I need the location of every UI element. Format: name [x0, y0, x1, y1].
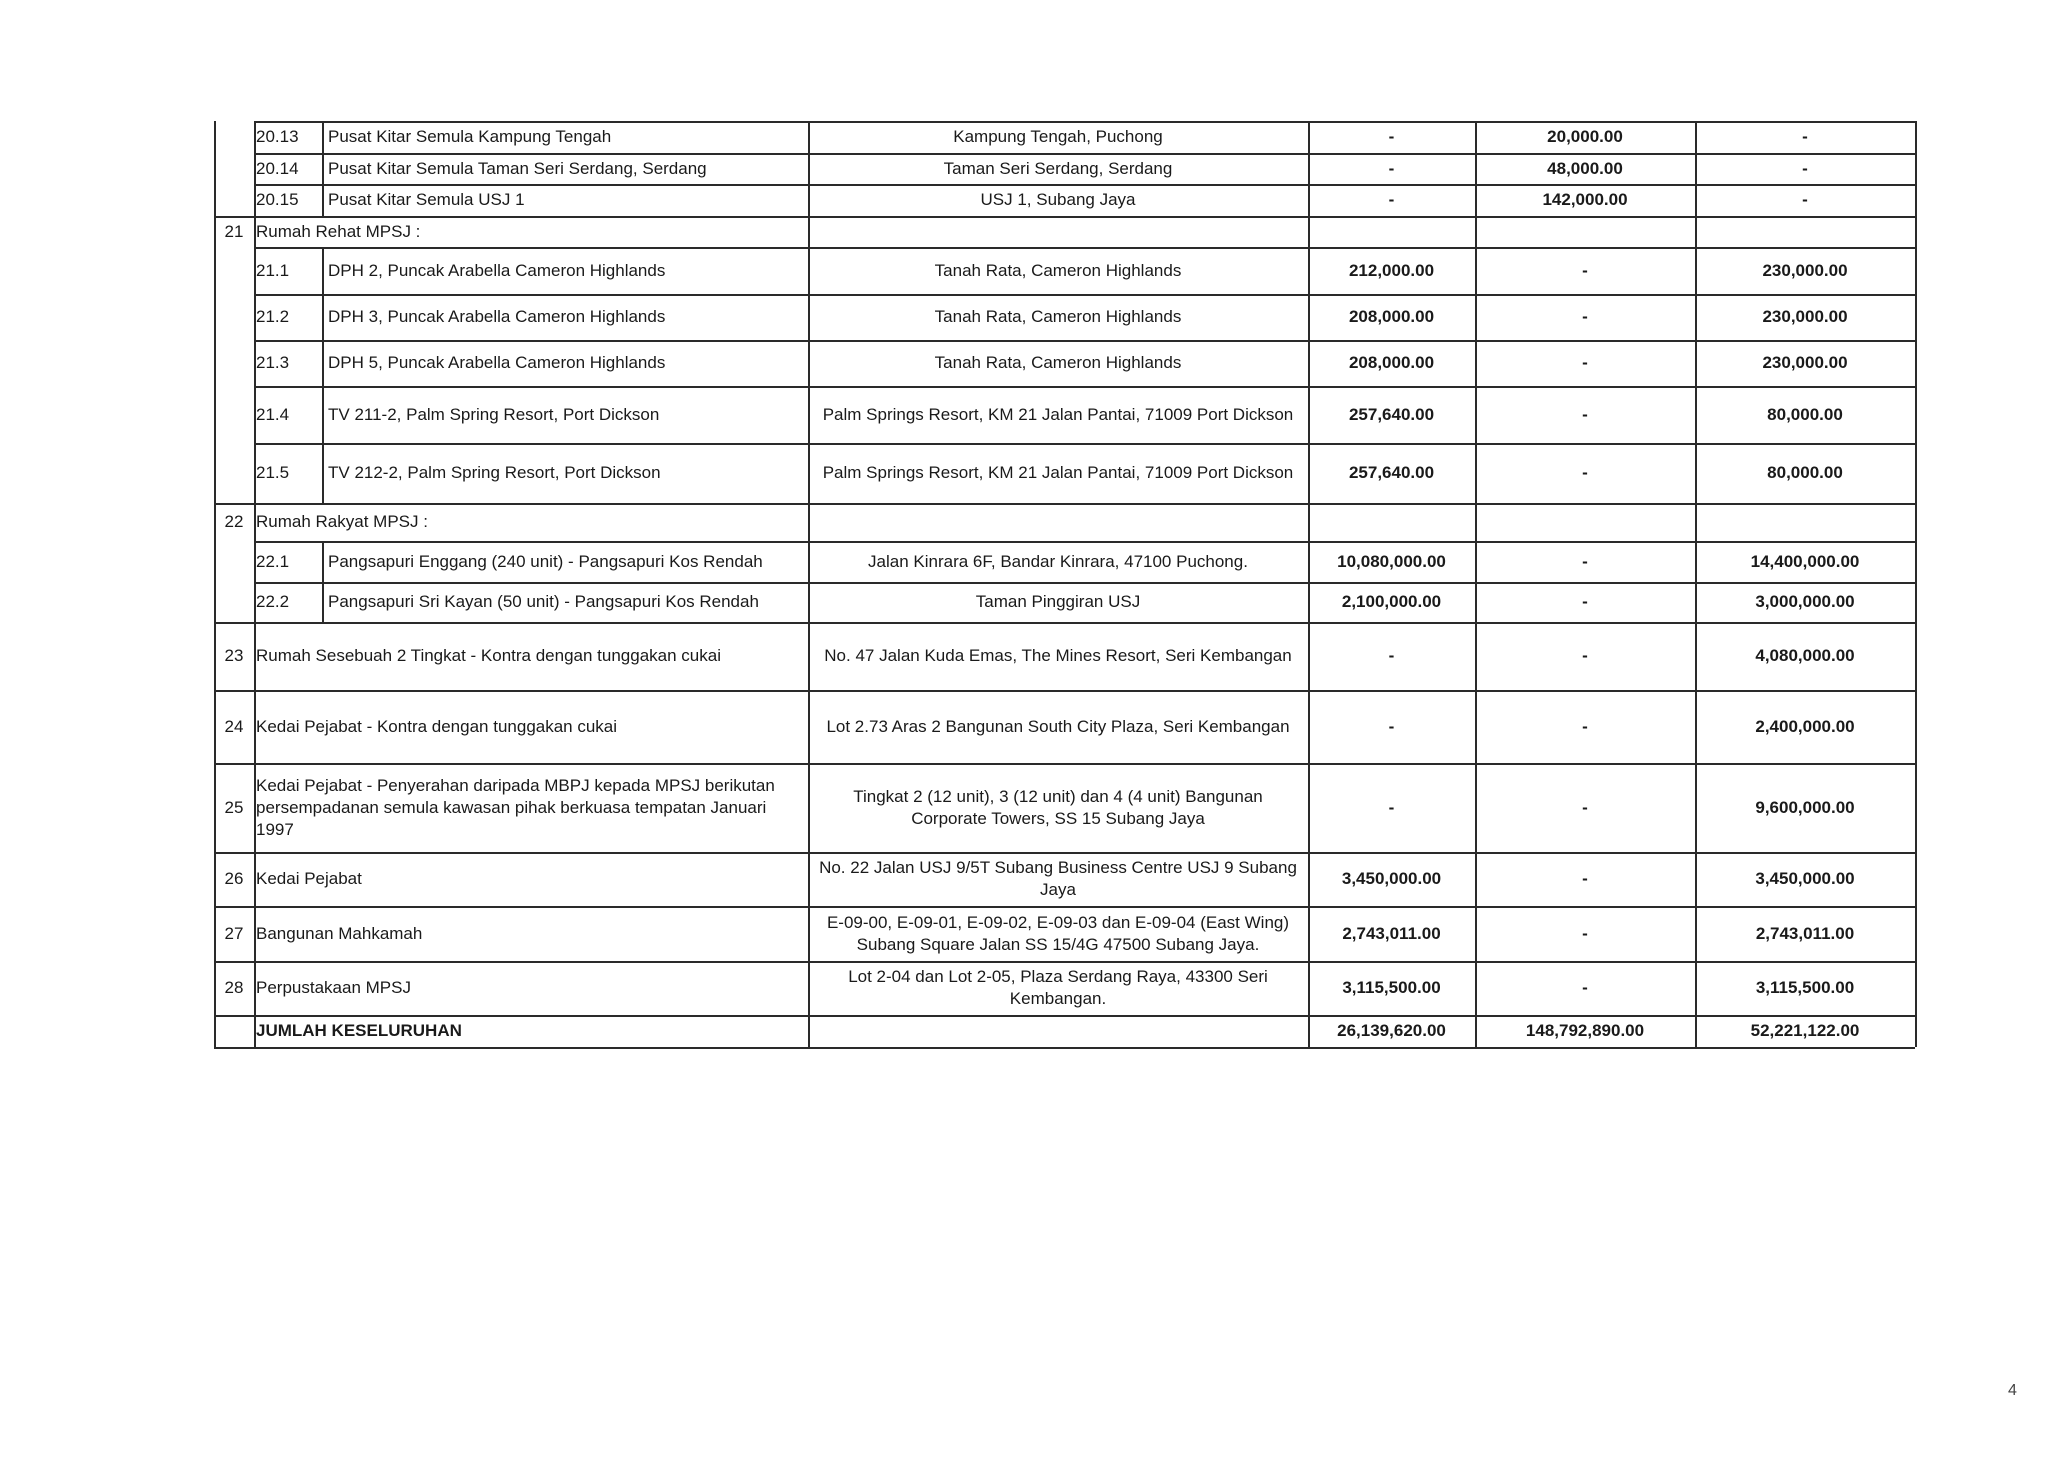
asset-name: Pusat Kitar Semula USJ 1 — [328, 190, 525, 209]
value-col-1: - — [1388, 190, 1395, 209]
table-rule — [1308, 690, 1310, 763]
value-col-1: 2,100,000.00 — [1341, 592, 1442, 611]
table-rule — [214, 153, 216, 184]
table-rule — [808, 852, 810, 906]
table-rule — [1915, 763, 1917, 852]
value-col-3: 230,000.00 — [1762, 353, 1848, 372]
table-rule — [322, 541, 324, 582]
table-rule — [1695, 961, 1697, 1015]
table-rule — [1308, 906, 1310, 961]
asset-location: Kampung Tengah, Puchong — [953, 127, 1163, 146]
table-rule — [1915, 906, 1917, 961]
table-rule — [1475, 340, 1477, 386]
table-rule — [1475, 443, 1477, 503]
asset-location: Tanah Rata, Cameron Highlands — [934, 307, 1182, 326]
asset-location: Taman Seri Serdang, Serdang — [943, 158, 1173, 178]
table-rule — [1695, 340, 1697, 386]
value-col-2 — [1481, 505, 1689, 539]
table-rule — [808, 503, 810, 541]
value-col-2: - — [1582, 797, 1588, 817]
table-rule — [1308, 184, 1310, 216]
table-rule — [1695, 216, 1697, 247]
table-rule — [214, 121, 216, 153]
table-rule — [1695, 763, 1697, 852]
table-rule — [808, 153, 810, 184]
table-rule — [1308, 503, 1310, 541]
value-col-1: - — [1388, 646, 1395, 665]
table-rule — [1915, 541, 1917, 582]
asset-name: TV 211-2, Palm Spring Resort, Port Dickson — [328, 404, 660, 424]
asset-name: Kedai Pejabat — [256, 869, 362, 888]
item-number: 26 — [224, 869, 244, 888]
table-rule — [214, 582, 216, 622]
table-rule — [1475, 852, 1477, 906]
table-rule — [322, 247, 324, 294]
table-rule — [1475, 906, 1477, 961]
table-rule — [1695, 690, 1697, 763]
table-rule — [1695, 294, 1697, 340]
table-rule — [1695, 582, 1697, 622]
value-col-1: 10,080,000.00 — [1337, 551, 1446, 571]
table-rule — [1915, 386, 1917, 443]
value-col-3: 80,000.00 — [1767, 463, 1843, 482]
table-rule — [808, 690, 810, 763]
table-rule — [1915, 216, 1917, 247]
item-number: 25 — [224, 797, 244, 817]
asset-location: Tanah Rata, Cameron Highlands — [934, 353, 1182, 372]
asset-location: Palm Springs Resort, KM 21 Jalan Pantai, 71009 Port Dickson — [822, 463, 1294, 482]
table-rule — [1475, 582, 1477, 622]
table-rule — [214, 443, 216, 503]
asset-name: Rumah Sesebuah 2 Tingkat - Kontra dengan tunggakan cukai — [256, 646, 721, 665]
value-col-2: - — [1582, 716, 1588, 736]
asset-location: E-09-00, E-09-01, E-09-02, E-09-03 dan E-09-04 (East Wing) Subang Square Jalan SS 15/4G 47500 Subang Jaya. — [826, 912, 1290, 954]
table-rule — [1915, 961, 1917, 1015]
table-rule — [1308, 443, 1310, 503]
value-col-2: - — [1582, 260, 1588, 280]
table-rule — [1308, 582, 1310, 622]
table-rule — [322, 294, 324, 340]
value-col-3: 2,400,000.00 — [1755, 716, 1855, 736]
value-col-2: - — [1582, 353, 1588, 372]
table-rule — [1308, 386, 1310, 443]
table-rule — [214, 294, 216, 340]
item-number: 28 — [224, 978, 244, 997]
sub-item-number: 21.5 — [256, 463, 290, 482]
table-rule — [1475, 216, 1477, 247]
table-rule — [808, 443, 810, 503]
asset-location: No. 47 Jalan Kuda Emas, The Mines Resort, Seri Kembangan — [824, 646, 1292, 665]
table-rule — [808, 582, 810, 622]
value-col-3 — [1701, 505, 1909, 539]
asset-location: Lot 2-04 dan Lot 2-05, Plaza Serdang Raya, 43300 Seri Kembangan. — [848, 967, 1268, 1008]
sub-item-number: 22.2 — [256, 592, 290, 611]
table-rule — [1475, 247, 1477, 294]
table-rule — [1308, 852, 1310, 906]
value-col-2: - — [1582, 923, 1588, 943]
table-rule — [1475, 153, 1477, 184]
asset-name: Pangsapuri Sri Kayan (50 unit) - Pangsapuri Kos Rendah — [328, 592, 759, 611]
sub-item-number: 20.13 — [256, 127, 299, 146]
table-rule — [808, 763, 810, 852]
asset-name: Bangunan Mahkamah — [256, 923, 423, 943]
value-col-1: 208,000.00 — [1348, 353, 1435, 372]
asset-name: Pangsapuri Enggang (240 unit) - Pangsapuri Kos Rendah — [328, 551, 763, 571]
table-rule — [214, 1047, 1915, 1049]
table-rule — [808, 340, 810, 386]
value-col-2: - — [1582, 646, 1588, 665]
table-rule — [1695, 622, 1697, 690]
table-rule — [322, 121, 324, 153]
asset-name: Pusat Kitar Semula Taman Seri Serdang, Serdang — [328, 158, 707, 178]
total-col-3: 52,221,122.00 — [1750, 1021, 1860, 1040]
table-rule — [808, 541, 810, 582]
table-rule — [214, 216, 216, 247]
value-col-2: 48,000.00 — [1547, 158, 1623, 178]
value-col-2: - — [1582, 978, 1588, 997]
asset-location: Lot 2.73 Aras 2 Bangunan South City Plaza, Seri Kembangan — [826, 716, 1290, 736]
asset-name: Kedai Pejabat - Kontra dengan tunggakan cukai — [256, 716, 618, 736]
value-col-3: 4,080,000.00 — [1755, 646, 1855, 665]
table-rule — [1695, 906, 1697, 961]
table-rule — [808, 386, 810, 443]
asset-name: DPH 5, Puncak Arabella Cameron Highlands — [328, 353, 666, 372]
value-col-1: 208,000.00 — [1348, 307, 1435, 326]
table-rule — [1475, 1015, 1477, 1047]
table-rule — [214, 1015, 216, 1047]
value-col-2: - — [1582, 551, 1588, 571]
asset-location: Tanah Rata, Cameron Highlands — [934, 260, 1182, 280]
table-rule — [1915, 582, 1917, 622]
value-col-3: 14,400,000.00 — [1750, 551, 1860, 571]
value-col-1: - — [1388, 127, 1395, 146]
table-rule — [1695, 443, 1697, 503]
value-col-3: 3,450,000.00 — [1755, 869, 1855, 888]
value-col-1: - — [1388, 158, 1395, 178]
table-rule — [322, 340, 324, 386]
value-col-3: 80,000.00 — [1767, 404, 1843, 424]
asset-location: Taman Pinggiran USJ — [975, 592, 1141, 611]
page-number: 4 — [2008, 1382, 2017, 1399]
value-col-3: - — [1802, 158, 1808, 178]
asset-location: Palm Springs Resort, KM 21 Jalan Pantai, 71009 Port Dickson — [822, 404, 1294, 424]
table-rule — [1915, 503, 1917, 541]
value-col-1: 2,743,011.00 — [1342, 923, 1441, 943]
item-number: 21 — [224, 221, 244, 241]
table-rule — [808, 184, 810, 216]
table-rule — [808, 906, 810, 961]
table-rule — [1695, 386, 1697, 443]
table-rule — [214, 690, 216, 763]
table-rule — [1308, 340, 1310, 386]
table-rule — [214, 961, 216, 1015]
value-col-1: 257,640.00 — [1348, 463, 1435, 482]
sub-item-number: 20.14 — [256, 158, 299, 178]
table-rule — [1695, 153, 1697, 184]
table-rule — [1308, 153, 1310, 184]
value-col-3: - — [1802, 127, 1808, 146]
table-rule — [1915, 443, 1917, 503]
table-rule — [1308, 622, 1310, 690]
table-rule — [1695, 121, 1697, 153]
table-rule — [1475, 386, 1477, 443]
table-rule — [1695, 1015, 1697, 1047]
table-rule — [1308, 1015, 1310, 1047]
item-number: 27 — [224, 923, 244, 943]
table-rule — [322, 153, 324, 184]
table-rule — [1308, 216, 1310, 247]
table-rule — [322, 386, 324, 443]
table-rule — [322, 582, 324, 622]
table-rule — [322, 443, 324, 503]
value-col-2 — [1481, 218, 1689, 245]
value-col-3: 9,600,000.00 — [1755, 797, 1855, 817]
value-col-3: 3,000,000.00 — [1755, 592, 1855, 611]
asset-location — [814, 218, 1302, 245]
table-rule — [214, 340, 216, 386]
value-col-3: 230,000.00 — [1762, 307, 1848, 326]
table-rule — [1308, 121, 1310, 153]
value-col-1 — [1314, 218, 1469, 245]
table-rule — [1475, 503, 1477, 541]
total-col-2: 148,792,890.00 — [1525, 1021, 1645, 1040]
table-rule — [214, 247, 216, 294]
sub-item-number: 21.2 — [256, 307, 290, 326]
sub-item-number: 22.1 — [256, 551, 290, 571]
value-col-3: 2,743,011.00 — [1755, 923, 1855, 943]
table-rule — [1475, 961, 1477, 1015]
table-rule — [1308, 247, 1310, 294]
table-rule — [1915, 153, 1917, 184]
sub-item-number: 21.1 — [256, 260, 290, 280]
table-rule — [214, 852, 216, 906]
table-rule — [1695, 247, 1697, 294]
asset-location: USJ 1, Subang Jaya — [980, 190, 1136, 209]
table-rule — [1475, 690, 1477, 763]
table-rule — [1915, 121, 1917, 153]
table-rule — [1915, 852, 1917, 906]
value-col-1 — [1314, 505, 1469, 539]
table-rule — [1475, 541, 1477, 582]
item-number: 23 — [224, 646, 244, 665]
table-rule — [1915, 1015, 1917, 1047]
value-col-3: 230,000.00 — [1762, 260, 1848, 280]
value-col-1: - — [1388, 797, 1395, 817]
value-col-3 — [1701, 218, 1909, 245]
value-col-2: - — [1582, 463, 1588, 482]
table-rule — [1308, 541, 1310, 582]
value-col-2: - — [1582, 404, 1588, 424]
table-rule — [1695, 184, 1697, 216]
table-rule — [214, 763, 216, 852]
table-rule — [322, 184, 324, 216]
table-rule — [1915, 340, 1917, 386]
sub-item-number: 20.15 — [256, 190, 299, 209]
value-col-1: 257,640.00 — [1348, 404, 1435, 424]
table-rule — [214, 906, 216, 961]
table-rule — [808, 1015, 810, 1047]
asset-location: Tingkat 2 (12 unit), 3 (12 unit) dan 4 (4 unit) Bangunan Corporate Towers, SS 15 Subang Jaya — [853, 786, 1263, 828]
table-rule — [214, 386, 216, 443]
asset-location — [814, 505, 1302, 539]
table-rule — [808, 121, 810, 153]
table-rule — [214, 622, 216, 690]
value-col-3: 3,115,500.00 — [1755, 978, 1855, 997]
asset-name: Kedai Pejabat - Penyerahan daripada MBPJ kepada MPSJ berikutan persempadanan semula kawasan pihak berkuasa tempatan Januari 1997 — [256, 775, 775, 839]
table-rule — [1915, 690, 1917, 763]
table-rule — [1308, 763, 1310, 852]
table-rule — [808, 247, 810, 294]
total-col-1: 26,139,620.00 — [1337, 1021, 1446, 1040]
asset-name: Pusat Kitar Semula Kampung Tengah — [328, 127, 612, 146]
asset-name: DPH 3, Puncak Arabella Cameron Highlands — [328, 307, 666, 326]
value-col-1: 3,450,000.00 — [1341, 869, 1442, 888]
asset-name: Perpustakaan MPSJ — [256, 978, 411, 997]
table-rule — [214, 503, 216, 541]
table-rule — [1475, 622, 1477, 690]
asset-name: DPH 2, Puncak Arabella Cameron Highlands — [328, 260, 666, 280]
table-rule — [1915, 247, 1917, 294]
asset-location: No. 22 Jalan USJ 9/5T Subang Business Centre USJ 9 Subang Jaya — [819, 858, 1297, 899]
table-rule — [808, 216, 810, 247]
table-rule — [214, 184, 216, 216]
table-rule — [1915, 294, 1917, 340]
item-number: 24 — [224, 716, 244, 736]
table-rule — [808, 622, 810, 690]
table-rule — [1915, 622, 1917, 690]
value-col-2: - — [1582, 869, 1588, 888]
sub-item-number: 21.4 — [256, 404, 290, 424]
table-rule — [1475, 763, 1477, 852]
table-rule — [1308, 294, 1310, 340]
table-rule — [1695, 852, 1697, 906]
total-label: JUMLAH KESELURUHAN — [256, 1021, 462, 1040]
value-col-1: - — [1388, 716, 1395, 736]
value-col-2: - — [1582, 592, 1588, 611]
value-col-1: 212,000.00 — [1348, 260, 1435, 280]
value-col-2: 20,000.00 — [1547, 127, 1623, 146]
table-rule — [1695, 503, 1697, 541]
asset-name: Rumah Rehat MPSJ : — [256, 221, 421, 241]
table-rule — [1475, 294, 1477, 340]
value-col-2: - — [1582, 307, 1588, 326]
table-rule — [1475, 184, 1477, 216]
table-rule — [808, 961, 810, 1015]
value-col-1: 3,115,500.00 — [1342, 978, 1441, 997]
value-col-2: 142,000.00 — [1542, 190, 1628, 209]
asset-name: TV 212-2, Palm Spring Resort, Port Dickson — [328, 463, 661, 482]
table-rule — [1475, 121, 1477, 153]
asset-name: Rumah Rakyat MPSJ : — [256, 512, 428, 531]
sub-item-number: 21.3 — [256, 353, 290, 372]
table-rule — [808, 294, 810, 340]
value-col-3: - — [1802, 190, 1808, 209]
table-rule — [1915, 184, 1917, 216]
asset-location: Jalan Kinrara 6F, Bandar Kinrara, 47100 Puchong. — [868, 551, 1248, 571]
table-rule — [1308, 961, 1310, 1015]
item-number: 22 — [224, 512, 244, 531]
table-rule — [1695, 541, 1697, 582]
table-rule — [214, 541, 216, 582]
